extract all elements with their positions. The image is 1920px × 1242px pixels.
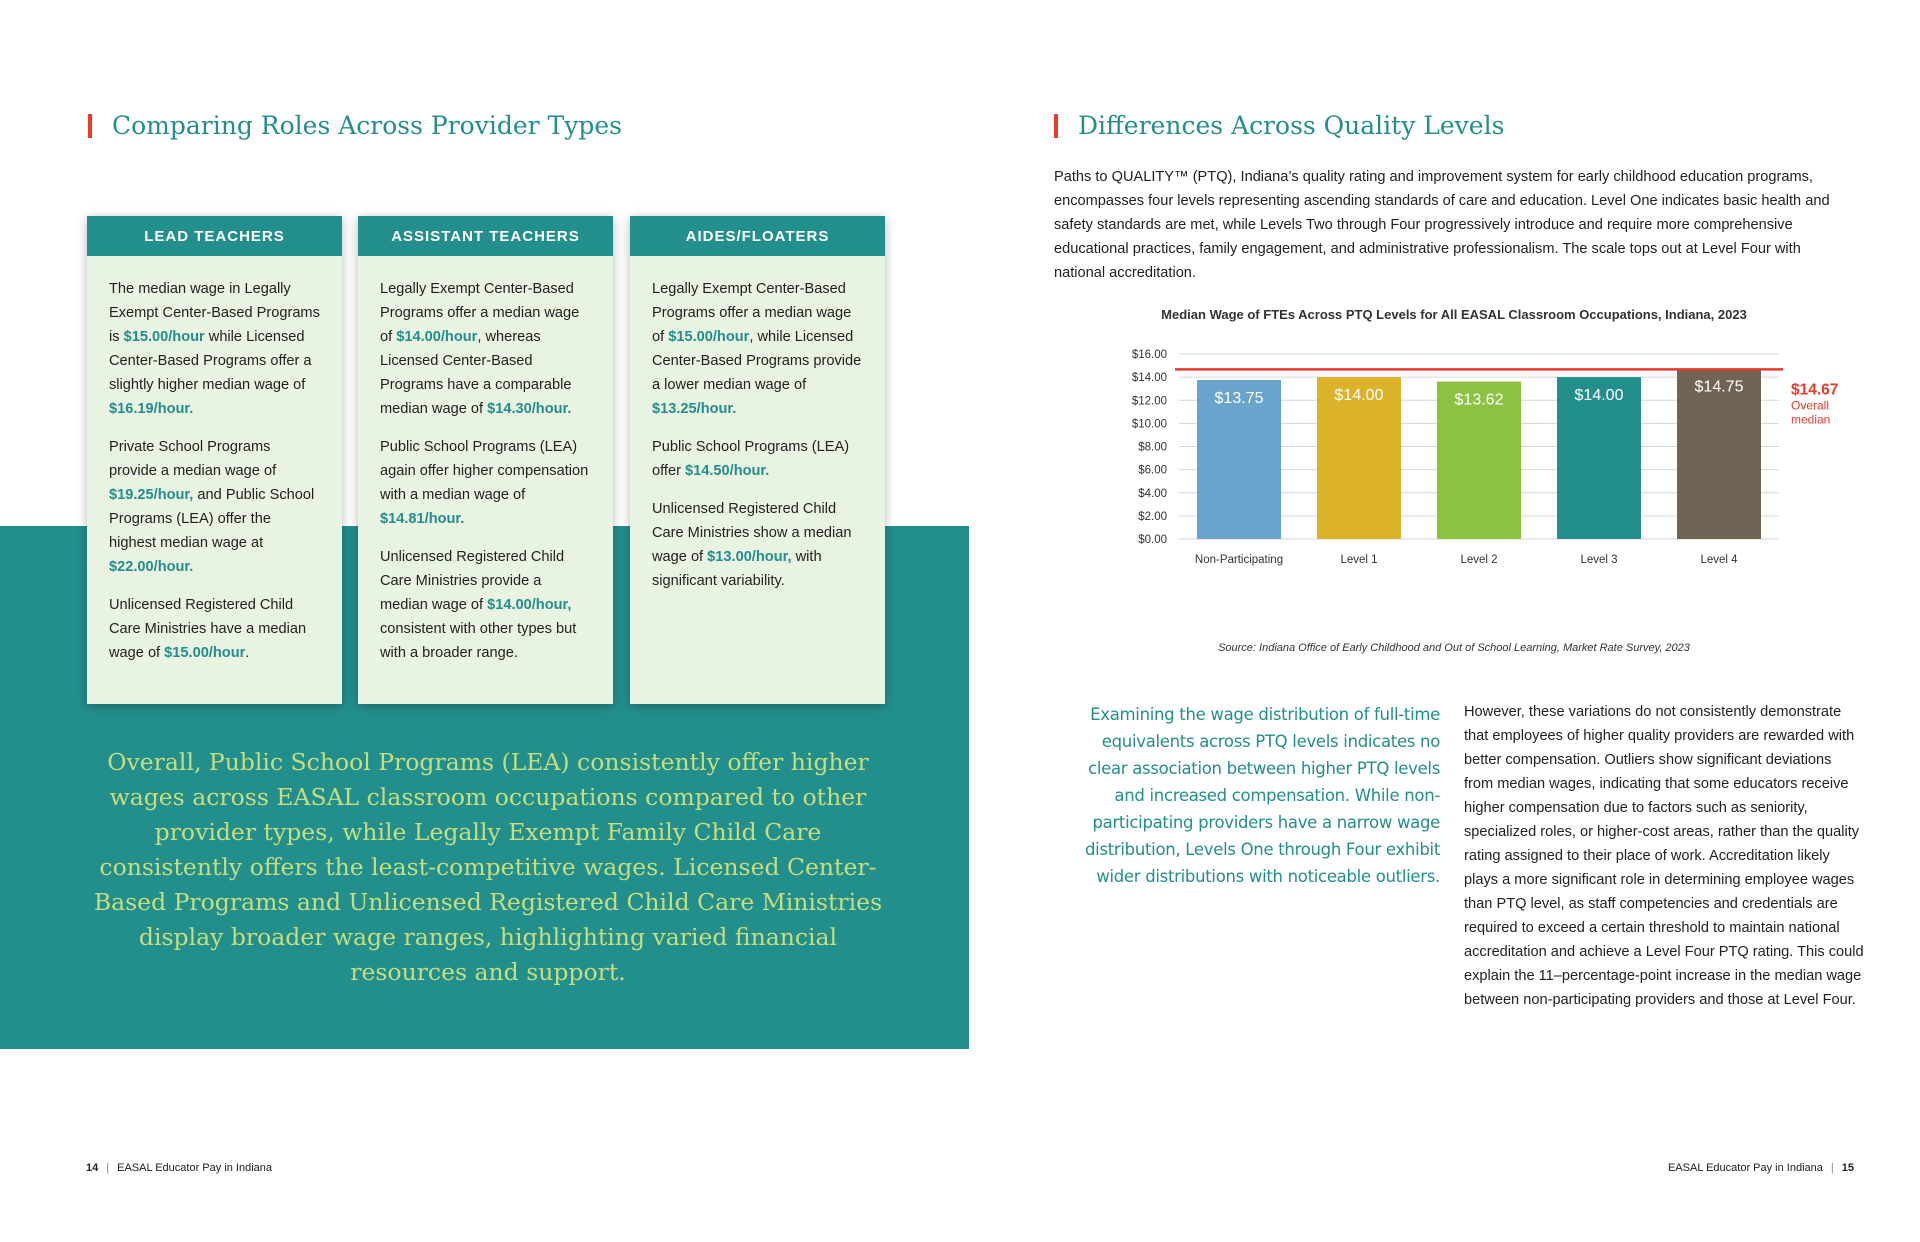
- card-body: [358, 256, 613, 665]
- x-tick-label: Level 3: [1580, 554, 1618, 566]
- bar-value-label: $14.00: [1334, 387, 1384, 405]
- wage-highlight: $15.00/hour: [668, 329, 750, 345]
- y-tick-label: $12.00: [1131, 395, 1167, 408]
- card-paragraph: [652, 277, 865, 421]
- card-heading: ASSISTANT TEACHERS: [358, 216, 613, 256]
- card-text: Unlicensed Registered Child Care Ministries provide a median wage of: [380, 549, 565, 613]
- overall-median-value: $14.67: [1791, 381, 1839, 399]
- x-tick-label: Level 1: [1340, 554, 1378, 566]
- card-text: with significant variability.: [652, 549, 822, 589]
- card-heading: LEAD TEACHERS: [87, 216, 342, 256]
- y-tick-label: $14.00: [1131, 372, 1167, 385]
- publication-name: EASAL Educator Pay in Indiana: [1667, 1162, 1823, 1174]
- overall-median-label: Overall: [1791, 398, 1830, 413]
- card-heading: AIDES/FLOATERS: [630, 216, 885, 256]
- y-tick-label: $0.00: [1138, 534, 1167, 546]
- card-body: [630, 256, 885, 593]
- wage-highlight: $15.00/hour: [164, 645, 246, 661]
- bar-value-label: $13.62: [1454, 391, 1504, 409]
- chart-source: Source: Indiana Office of Early Childhood and Out of School Learning, Market Rate Survey, 2023: [1218, 642, 1690, 654]
- intro-paragraph: Paths to QUALITY™ (PTQ), Indiana’s quality rating and improvement system for early childhood education programs, encompasses four levels representing ascending standards of care and education. Level One indicates basic health and safety standards are met, while Levels Two through Four progressively introduce and require more comprehensive educational practices, family engagement, and administrative professionalism. The scale tops out at Level Four with national accreditation.: [1054, 169, 1830, 281]
- bar-value-label: $13.75: [1214, 390, 1264, 408]
- card-text: The median wage in Legally Exempt Center-Based Programs is: [109, 281, 320, 345]
- y-tick-label: $8.00: [1138, 441, 1167, 454]
- pull-quote: Examining the wage distribution of full-time equivalents across PTQ levels indicates no clear association between higher PTQ levels and increased compensation. While non-participating providers have a narrow wage distribution, Levels One through Four exhibit wider distributions with noticeable outliers.: [1084, 705, 1440, 886]
- card-text: Private School Programs provide a median wage of: [109, 439, 277, 479]
- summary-text: Overall, Public School Programs (LEA) consistently offer higher wages across EASAL classroom occupations compared to other provider types, while Legally Exempt Family Child Care consistently offers the least-competitive wages. Licensed Center-Based Programs and Unlicensed Registered Child Care Ministries display broader wage ranges, highlighting varied financial resources and support.: [93, 748, 883, 986]
- card-text: , while Licensed Center-Based Programs provide a lower median wage of: [652, 329, 862, 393]
- wage-highlight: $16.19/hour.: [109, 401, 194, 417]
- page-number: 14: [86, 1162, 99, 1174]
- card-text: Public School Programs (LEA) offer: [652, 439, 850, 479]
- wage-highlight: $13.00/hour,: [707, 549, 792, 565]
- card-paragraph: [380, 277, 593, 421]
- card-aides-floaters: [630, 216, 885, 704]
- page-number: 15: [1841, 1162, 1854, 1174]
- card-assistant-teachers: [358, 216, 613, 704]
- wage-highlight: $14.81/hour.: [380, 511, 465, 527]
- x-tick-label: Level 2: [1460, 554, 1498, 566]
- card-paragraph: [109, 277, 322, 421]
- right-section-title: [1054, 111, 1504, 140]
- wage-highlight: $15.00/hour: [123, 329, 205, 345]
- card-text: Unlicensed Registered Child Care Ministries show a median wage of: [652, 501, 852, 565]
- right-footer: EASAL Educator Pay in Indiana | 15: [1667, 1162, 1854, 1174]
- body-paragraph: However, these variations do not consistently demonstrate that employees of higher quality providers are rewarded with better compensation. Outliers show significant deviations from median wages, indicating that some educators receive higher compensation due to factors such as seniority, specialized roles, or higher-cost areas, rather than the quality rating assigned to their place of work. Accreditation likely plays a more significant role in determining employee wages than PTQ level, as staff competencies and credentials are required to exceed a certain threshold to maintain national accreditation and achieve a Level Four PTQ rating. This could explain the 11–percentage-point increase in the median wage between non-participating providers and those at Level Four.: [1464, 704, 1864, 1008]
- card-text: Legally Exempt Center-Based Programs offer a median wage of: [652, 281, 852, 345]
- card-lead-teachers: [87, 216, 342, 704]
- left-section-title: [88, 111, 622, 140]
- title-accent-bar: [1054, 114, 1058, 138]
- title-accent-bar: [88, 114, 92, 138]
- card-text: while Licensed Center-Based Programs offer a slightly higher median wage of: [109, 329, 312, 393]
- bar-chart: [1054, 335, 1864, 635]
- wage-highlight: $14.50/hour.: [685, 463, 770, 479]
- y-tick-label: $2.00: [1138, 510, 1167, 523]
- wage-highlight: $22.00/hour.: [109, 559, 194, 575]
- left-footer: 14 | EASAL Educator Pay in Indiana: [86, 1162, 273, 1174]
- publication-name: EASAL Educator Pay in Indiana: [117, 1162, 273, 1174]
- card-body: [87, 256, 342, 665]
- card-text: and Public School Programs (LEA) offer the highest median wage at: [109, 487, 315, 551]
- card-paragraph: [380, 545, 593, 665]
- x-tick-label: Level 4: [1700, 554, 1738, 566]
- x-tick-label: Non-Participating: [1194, 554, 1284, 566]
- right-section-title-text: Differences Across Quality Levels: [1078, 111, 1505, 140]
- card-text: Unlicensed Registered Child Care Ministries have a median wage of: [109, 597, 307, 661]
- wage-highlight: $14.30/hour.: [487, 401, 572, 417]
- card-paragraph: [652, 497, 865, 593]
- card-paragraph: [652, 435, 865, 483]
- wage-highlight: $19.25/hour,: [109, 487, 194, 503]
- y-tick-label: $6.00: [1138, 464, 1167, 477]
- wage-highlight: $14.00/hour,: [487, 597, 572, 613]
- left-section-title-text: Comparing Roles Across Provider Types: [112, 111, 622, 140]
- chart-title: Median Wage of FTEs Across PTQ Levels for All EASAL Classroom Occupations, Indiana, 2023: [1161, 307, 1747, 322]
- y-tick-label: $4.00: [1138, 487, 1167, 500]
- wage-highlight: $14.00/hour: [396, 329, 478, 345]
- card-paragraph: [380, 435, 593, 531]
- card-paragraph: [109, 593, 322, 665]
- card-text: Public School Programs (LEA) again offer higher compensation with a median wage of: [380, 439, 589, 503]
- wage-highlight: $13.25/hour.: [652, 401, 737, 417]
- card-text: , whereas Licensed Center-Based Programs have a comparable median wage of: [380, 329, 572, 417]
- card-text: consistent with other types but with a broader range.: [380, 621, 577, 661]
- y-tick-label: $16.00: [1131, 349, 1167, 361]
- y-tick-label: $10.00: [1131, 418, 1167, 431]
- bar-value-label: $14.00: [1574, 387, 1624, 405]
- bar-value-label: $14.75: [1694, 378, 1744, 396]
- card-text: Legally Exempt Center-Based Programs offer a median wage of: [380, 281, 580, 345]
- overall-median-label: median: [1791, 412, 1831, 427]
- card-paragraph: [109, 435, 322, 579]
- card-text: .: [245, 645, 250, 661]
